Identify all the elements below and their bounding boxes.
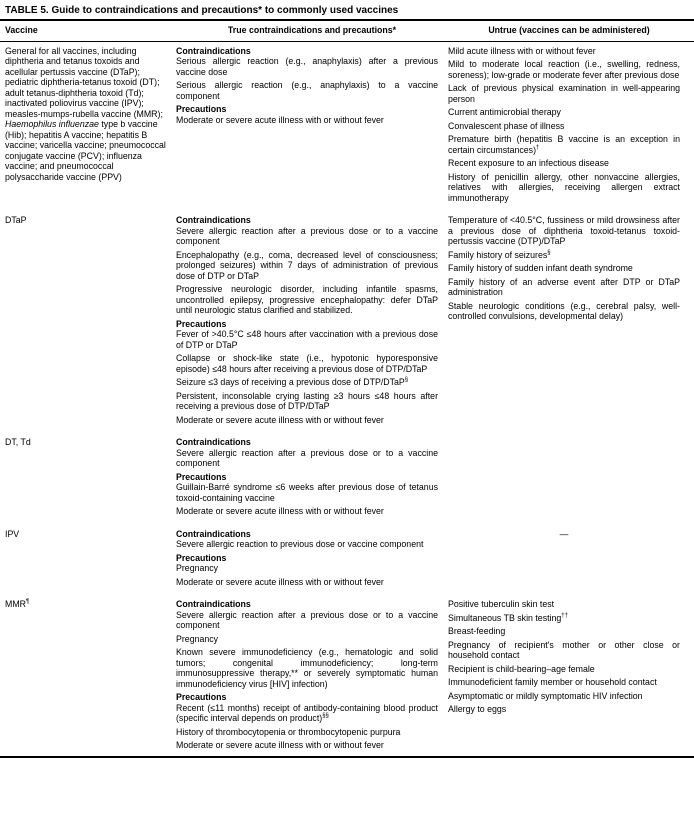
- bottom-rule: [0, 756, 694, 758]
- entry-text: Recipient is child-bearing–age female: [448, 663, 595, 674]
- entry-text: Family history of seizures§: [448, 249, 551, 260]
- vaccine-cell: [5, 437, 176, 517]
- entry-text: Moderate or severe acute illness with or without fever: [176, 414, 384, 425]
- untrue-cell: [448, 46, 690, 204]
- section-heading: Contraindications: [176, 599, 251, 609]
- footnote-marker: §: [547, 249, 551, 256]
- section-heading: Contraindications: [176, 437, 251, 447]
- entry-text: Mild acute illness with or without fever: [448, 45, 596, 56]
- true-contraindications-cell: [176, 437, 448, 517]
- true-contraindications-cell: [176, 599, 448, 751]
- entry-text: Temperature of <40.5°C, fussiness or mild drowsiness after a previous dose of diphtheria toxoid-tetanus toxoid-pertussis vaccine (DTP)/DTaP: [448, 215, 680, 246]
- entry-text: —: [559, 528, 569, 539]
- true-contraindications-cell: [176, 529, 448, 588]
- table-row: [5, 529, 690, 588]
- entry-text: Moderate or severe acute illness with or without fever: [176, 114, 384, 125]
- entry-text: Pregnancy of recipient's mother or other close or household contact: [448, 639, 680, 660]
- entry-text: Persistent, inconsolable crying lasting ≥3 hours ≤48 hours after receiving a previous dose of DTP/DTaP: [176, 390, 438, 411]
- true-contraindications-cell: [176, 46, 448, 204]
- section-heading: Contraindications: [176, 215, 251, 225]
- vaccine-name: DTaP: [5, 215, 27, 225]
- entry-text: Severe allergic reaction after a previous dose or to a vaccine component: [176, 447, 438, 468]
- entry-text: Recent exposure to an infectious disease: [448, 158, 609, 168]
- entry-text: Encephalopathy (e.g., coma, decreased level of consciousness; prolonged seizures) within 7 days of administration of previous dose of DTP or DTaP: [176, 249, 438, 281]
- table-row: [5, 437, 690, 517]
- vaccine-cell: [5, 529, 176, 588]
- footnote-marker: †: [536, 144, 540, 151]
- vaccine-name: IPV: [5, 528, 20, 539]
- entry-text: Moderate or severe acute illness with or without fever: [176, 740, 384, 750]
- entry-text: Seizure ≤3 days of receiving a previous dose of DTP/DTaP§: [176, 377, 409, 387]
- entry-text: Progressive neurologic disorder, including infantile spasms, uncontrolled epilepsy, progressive encephalopathy: defer DTaP until neurologic status clarified and stabilized.: [176, 284, 438, 315]
- entry-text: Recent (≤11 months) receipt of antibody-containing blood product (specific interval depends on product)§§: [176, 702, 438, 723]
- vaccine-cell: [5, 46, 176, 204]
- entry-text: History of thrombocytopenia or thrombocytopenic purpura: [176, 726, 401, 737]
- table-body: [0, 42, 694, 751]
- entry-text: Breast-feeding: [448, 626, 506, 636]
- vaccine-cell: [5, 599, 176, 751]
- vaccine-name: type b vaccine (Hib); hepatitis A vaccine; hepatitis B vaccine; varicella vaccine; pneumococcal conjugate vaccine (PCV); influenza vaccine; and pneumococcal polysaccharide vaccine (PPV): [5, 119, 166, 182]
- entry-text: Pregnancy: [176, 633, 219, 644]
- vaccine-name: General for all vaccines, including diphtheria and tetanus toxoids and acellular pertussis vaccine (DTaP); pediatric diphtheria-tetanus toxoid (DT); adult tetanus-diphtheria toxoid (Td); inactivated poliovirus vaccine (IPV); measles-mumps-rubella vaccine (MMR);: [5, 45, 163, 119]
- entry-text: Moderate or severe acute illness with or without fever: [176, 576, 384, 587]
- section-heading: Contraindications: [176, 528, 251, 539]
- column-header-untrue: Untrue (vaccines can be administered): [488, 25, 650, 35]
- entry-text: Immunodeficient family member or household contact: [448, 677, 657, 687]
- entry-text: Severe allergic reaction after a previous dose or to a vaccine component: [176, 609, 438, 630]
- entry-text: Pregnancy: [176, 563, 219, 573]
- entry-text: Collapse or shock-like state (i.e., hypotonic hyporesponsive episode) ≤48 hours after receiving a previous dose of DTP/DTaP: [176, 353, 438, 374]
- entry-text: Fever of >40.5°C ≤48 hours after vaccination with a previous dose of DTP or DTaP: [176, 329, 438, 350]
- untrue-cell: [448, 437, 690, 517]
- entry-text: Positive tuberculin skin test: [448, 599, 555, 609]
- vaccine-name: Haemophilus influenzae: [5, 119, 99, 129]
- entry-text: Stable neurologic conditions (e.g., cerebral palsy, well-controlled convulsions, developmental delay): [448, 300, 680, 321]
- untrue-cell: [448, 529, 690, 588]
- entry-text: Moderate or severe acute illness with or without fever: [176, 506, 384, 516]
- table-row: [5, 46, 690, 204]
- section-heading: Contraindications: [176, 45, 251, 56]
- vaccine-cell: [5, 215, 176, 425]
- entry-text: Mild to moderate local reaction (i.e., swelling, redness, soreness); low-grade or moderate fever after previous dose: [448, 59, 680, 80]
- table-title: TABLE 5. Guide to contraindications and precautions* to commonly used vaccines: [5, 5, 399, 16]
- section-heading: Precautions: [176, 318, 227, 329]
- vaccine-name: MMR: [5, 599, 27, 609]
- footnote-marker: ¶: [26, 599, 30, 606]
- entry-text: Severe allergic reaction after a previous dose or to a vaccine component: [176, 225, 438, 246]
- untrue-cell: [448, 599, 690, 751]
- untrue-cell: [448, 215, 690, 425]
- entry-text: Known severe immunodeficiency (e.g., hematologic and solid tumors; congenital immunodeficiency; long-term immunosuppressive therapy,** or severely symptomatic human immunodeficiency virus [HIV] infection): [176, 647, 438, 689]
- entry-text: History of penicillin allergy, other nonvaccine allergies, relatives with allergies, receiving allergen extract immunotherapy: [448, 171, 680, 203]
- entry-text: Convalescent phase of illness: [448, 120, 565, 131]
- table-row: [5, 215, 690, 425]
- vaccine-name: DT, Td: [5, 437, 31, 447]
- entry-text: Serious allergic reaction (e.g., anaphylaxis) to a vaccine component: [176, 80, 438, 101]
- table-header-row: [0, 21, 694, 41]
- column-header-vaccine: Vaccine: [5, 25, 38, 35]
- section-heading: Precautions: [176, 471, 227, 482]
- entry-text: Family history of an adverse event after DTP or DTaP administration: [448, 276, 680, 297]
- footnote-marker: §: [404, 377, 409, 384]
- entry-text: Severe allergic reaction to previous dose or vaccine component: [176, 539, 424, 549]
- footnote-marker: §§: [322, 713, 329, 720]
- entry-text: Allergy to eggs: [448, 704, 507, 714]
- entry-text: Guillain-Barré syndrome ≤6 weeks after previous dose of tetanus toxoid-containing vaccine: [176, 482, 438, 503]
- entry-text: Current antimicrobial therapy: [448, 107, 561, 117]
- entry-text: Lack of previous physical examination in well-appearing person: [448, 83, 680, 104]
- section-heading: Precautions: [176, 552, 227, 563]
- entry-text: Family history of sudden infant death syndrome: [448, 263, 633, 273]
- footnote-marker: ††: [561, 612, 568, 619]
- true-contraindications-cell: [176, 215, 448, 425]
- section-heading: Precautions: [176, 104, 227, 114]
- section-heading: Precautions: [176, 692, 227, 702]
- entry-text: Simultaneous TB skin testing††: [448, 612, 568, 623]
- column-header-true: True contraindications and precautions*: [227, 25, 397, 35]
- entry-text: Serious allergic reaction (e.g., anaphylaxis) after a previous vaccine dose: [176, 56, 438, 77]
- entry-text: Premature birth (hepatitis B vaccine is an exception in certain circumstances)†: [448, 134, 680, 155]
- table-row: [5, 599, 690, 751]
- entry-text: Asymptomatic or mildly symptomatic HIV infection: [448, 690, 643, 701]
